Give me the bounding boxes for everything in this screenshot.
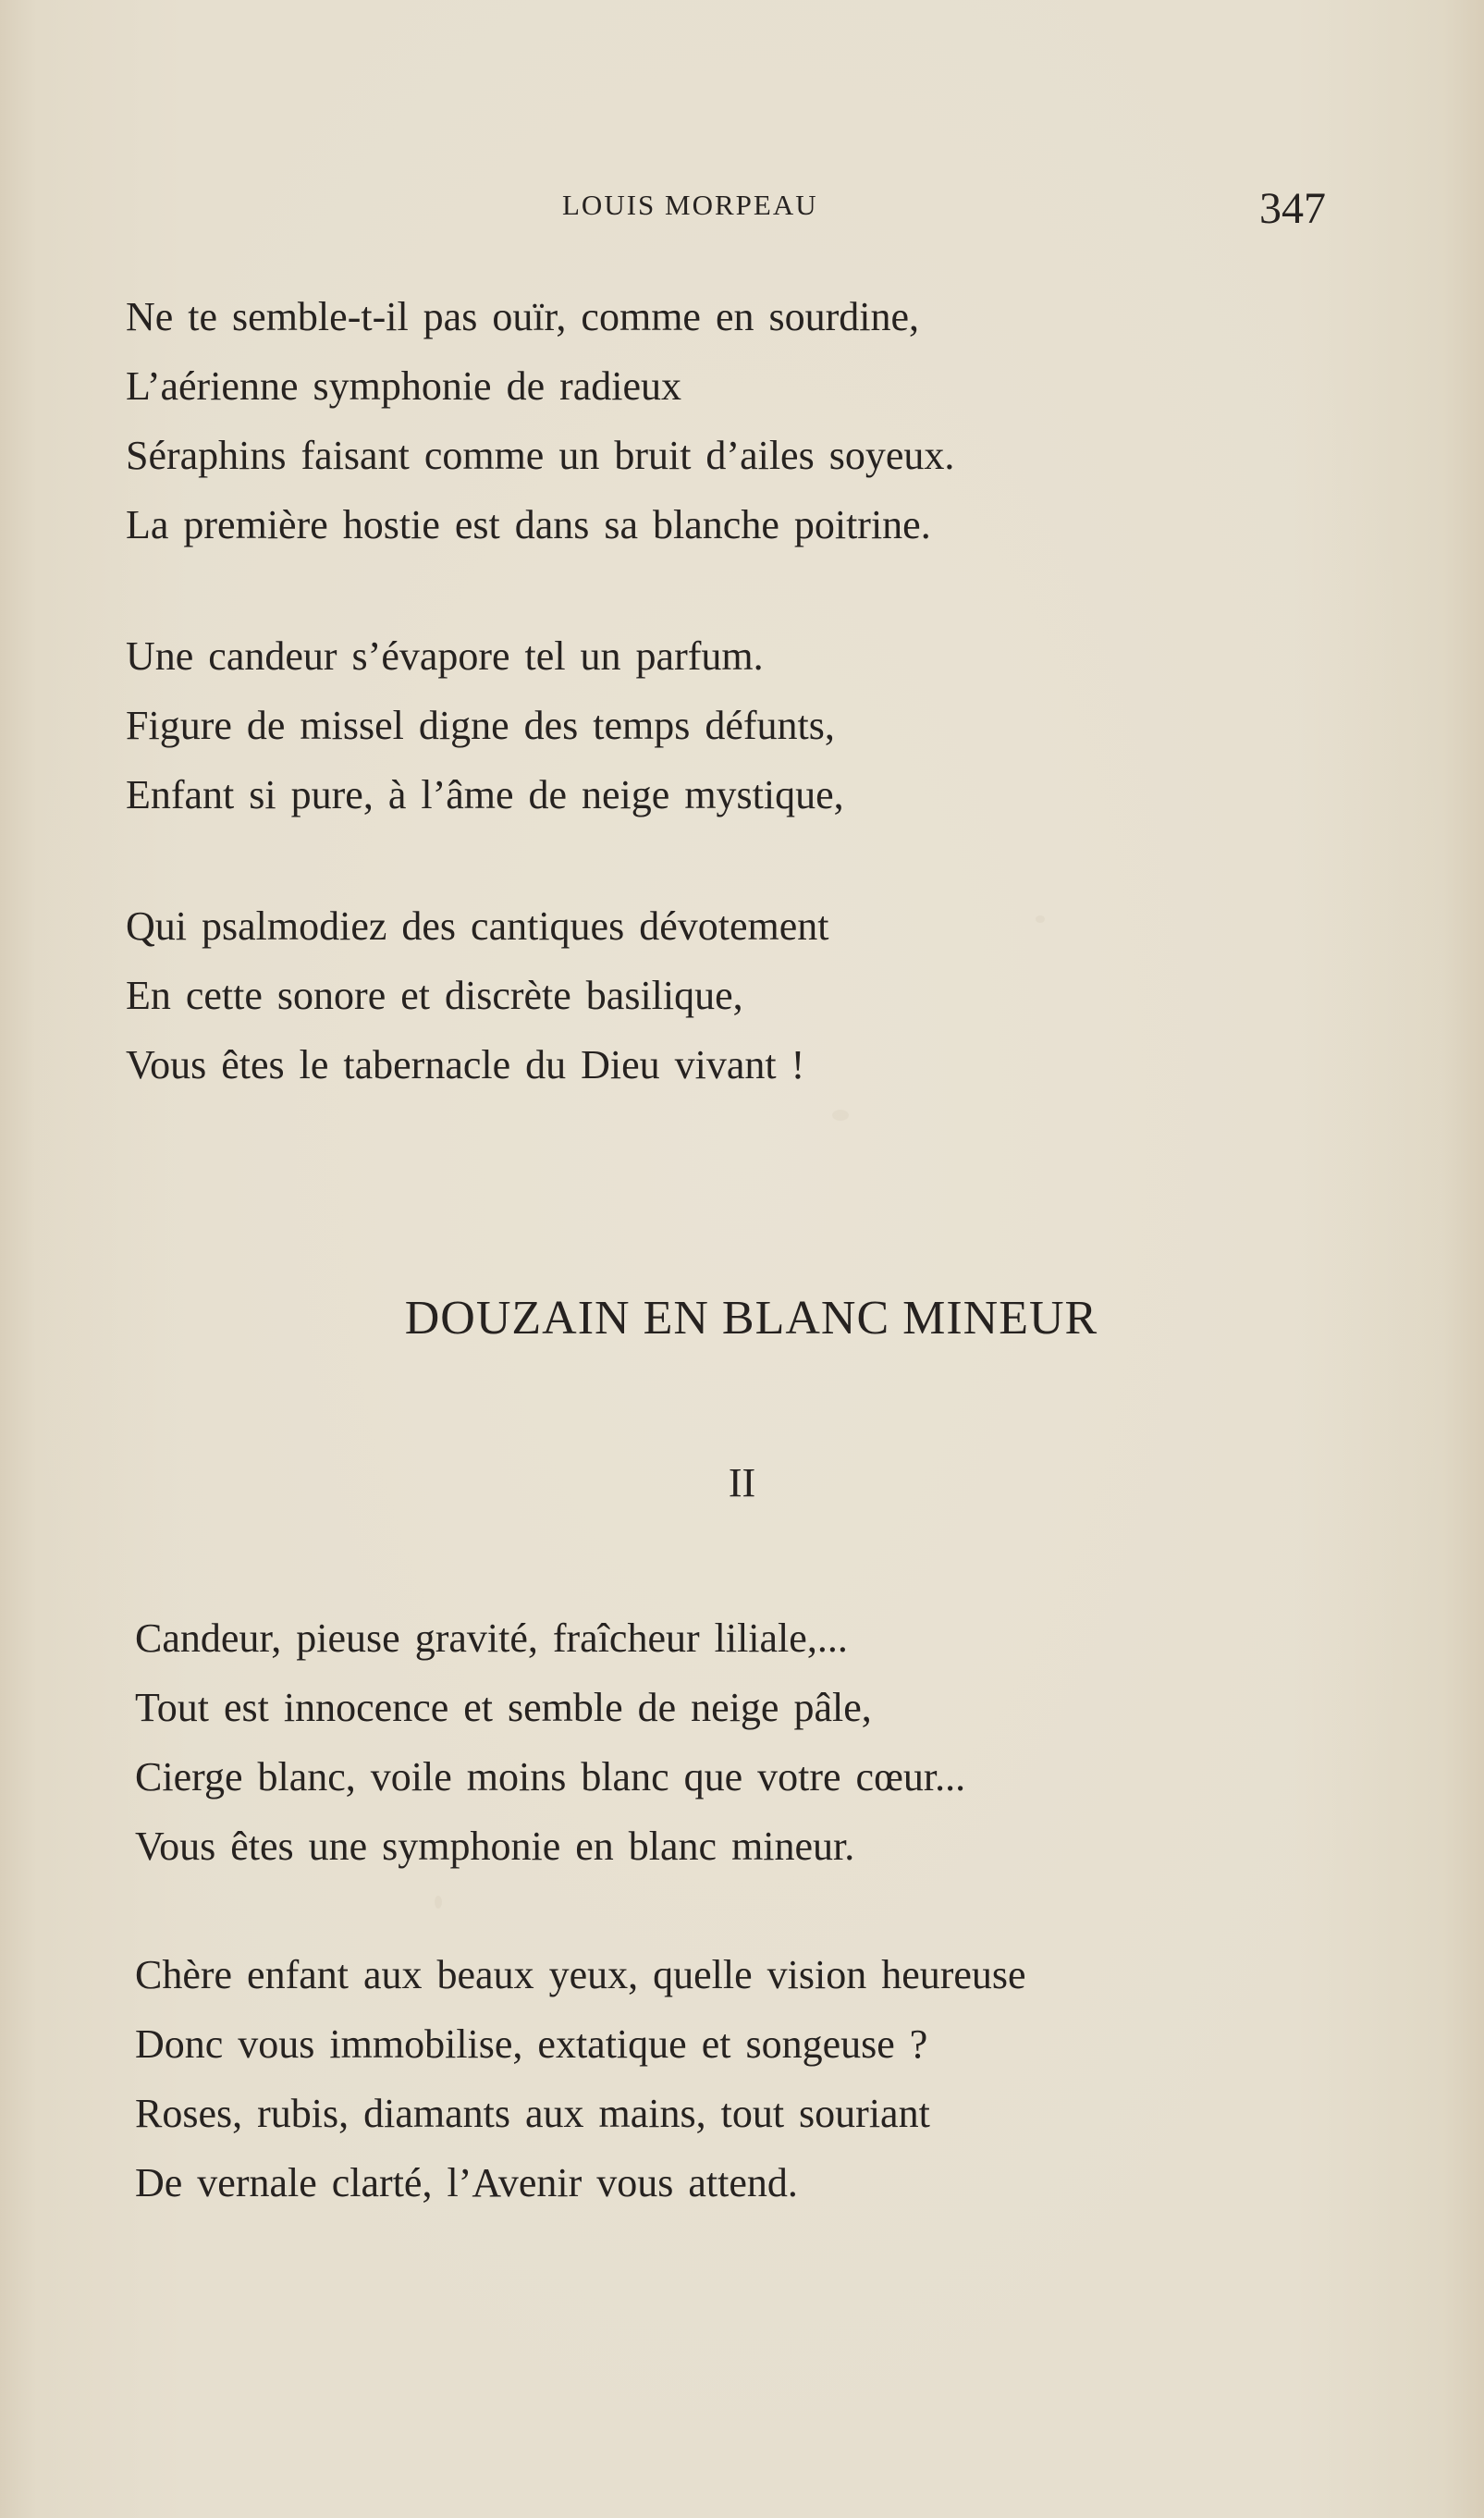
verse-line: La première hostie est dans sa blanche poitrine. (126, 502, 931, 547)
verse-line: Chère enfant aux beaux yeux, quelle vision heureuse (135, 1952, 1026, 1997)
paper-spot (435, 1896, 442, 1909)
verse-line: Candeur, pieuse gravité, fraîcheur liliale,... (135, 1615, 848, 1661)
verse-line: Vous êtes une symphonie en blanc mineur. (135, 1824, 855, 1869)
verse-line: Cierge blanc, voile moins blanc que votre cœur... (135, 1754, 966, 1799)
verse-line: Qui psalmodiez des cantiques dévotement (126, 903, 829, 949)
verse-line: En cette sonore et discrète basilique, (126, 973, 743, 1018)
verse-line: Vous êtes le tabernacle du Dieu vivant ! (126, 1042, 805, 1087)
verse-line: Ne te semble-t-il pas ouïr, comme en sourdine, (126, 294, 920, 339)
running-head: LOUIS MORPEAU (562, 189, 818, 221)
stanza (126, 891, 828, 1099)
page-header (0, 183, 1484, 248)
poem-title: DOUZAIN EN BLANC MINEUR (404, 1292, 1098, 1345)
verse-line: Tout est innocence et semble de neige pâle, (135, 1685, 872, 1730)
stanza (135, 1940, 1026, 2217)
verse-line: Enfant si pure, à l’âme de neige mystique, (126, 772, 844, 817)
stanza (126, 621, 844, 829)
verse-line: De vernale clarté, l’Avenir vous attend. (135, 2160, 798, 2205)
page-number: 347 (1259, 184, 1326, 233)
verse-line: L’aérienne symphonie de radieux (126, 363, 682, 409)
verse-line: Donc vous immobilise, extatique et songeuse ? (135, 2021, 928, 2067)
verse-line: Séraphins faisant comme un bruit d’ailes soyeux. (126, 433, 955, 478)
paper-spot (1036, 915, 1045, 923)
verse-line: Une candeur s’évapore tel un parfum. (126, 633, 764, 679)
verse-line: Figure de missel digne des temps défunts, (126, 703, 835, 748)
verse-line: Roses, rubis, diamants aux mains, tout souriant (135, 2091, 930, 2136)
section-number: II (728, 1460, 756, 1505)
paper-spot (832, 1110, 849, 1121)
stanza (126, 282, 954, 559)
stanza (135, 1603, 965, 1881)
